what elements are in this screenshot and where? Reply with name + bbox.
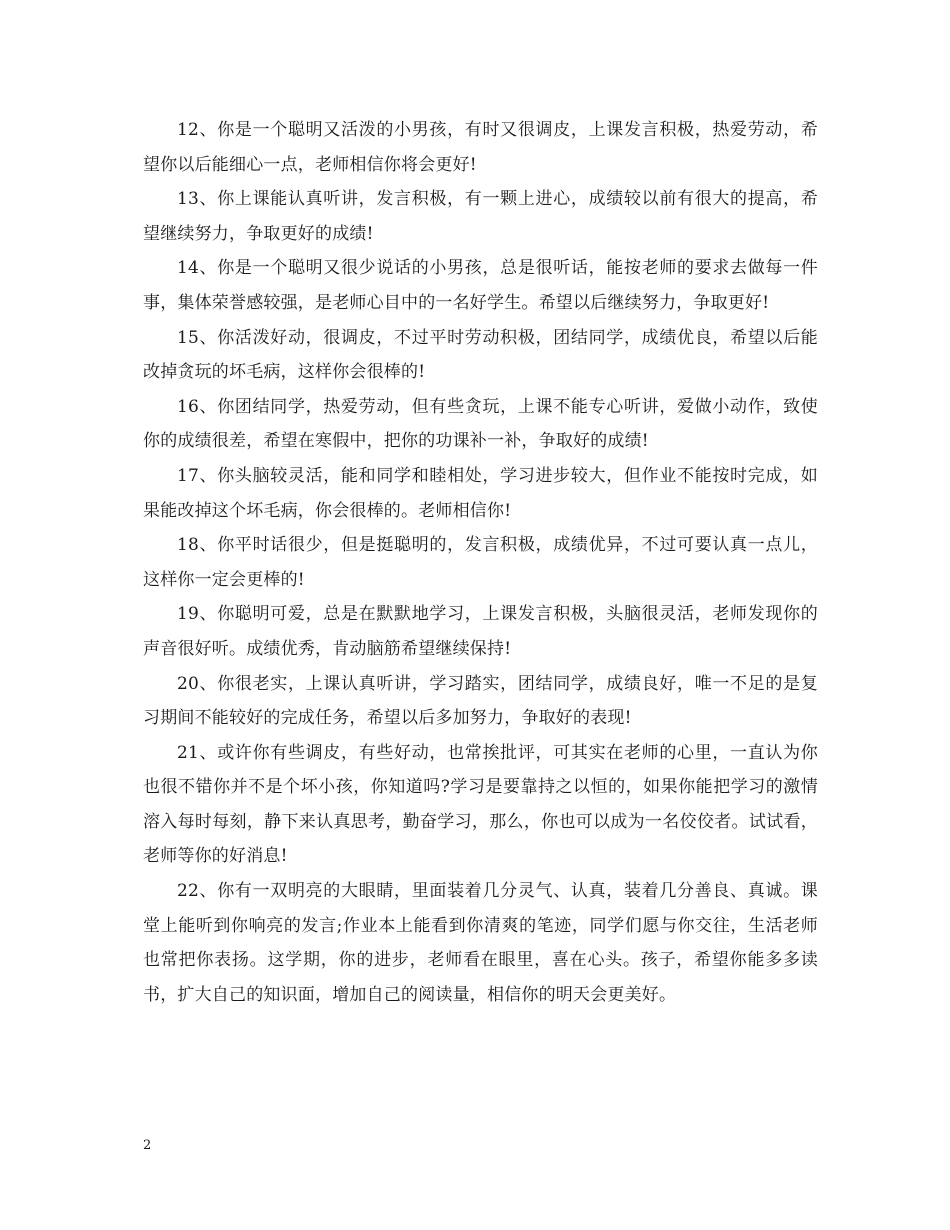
paragraph-20: 20、你很老实，上课认真听讲，学习踏实，团结同学，成绩良好，唯一不足的是复习期间不能较好的完成任务，希望以后多加努力，争取好的表现! (143, 673, 818, 729)
paragraph-15: 15、你活泼好动，很调皮，不过平时劳动积极，团结同学，成绩优良，希望以后能改掉贪玩的坏毛病，这样你会很棒的! (143, 327, 818, 383)
paragraph-19: 19、你聪明可爱，总是在默默地学习，上课发言积极，头脑很灵活，老师发现你的声音很好听。成绩优秀，肯动脑筋希望继续保持! (143, 604, 818, 659)
paragraph-22: 22、你有一双明亮的大眼睛，里面装着几分灵气、认真，装着几分善良、真诚。课堂上能听到你响亮的发言;作业本上能看到你清爽的笔迹，同学们愿与你交往，生活老师也常把你表扬。这学期，你的进步，老师看在眼里，喜在心头。孩子，希望你能多多读书，扩大自己的知识面，增加自己的阅读量，相信你的明天会更美好。 (143, 881, 818, 1005)
paragraph-12: 12、你是一个聪明又活泼的小男孩，有时又很调皮，上课发言积极，热爱劳动，希望你以后能细心一点，老师相信你将会更好! (143, 120, 818, 175)
paragraph-14: 14、你是一个聪明又很少说话的小男孩，总是很听话，能按老师的要求去做每一件事，集体荣誉感较强，是老师心目中的一名好学生。希望以后继续努力，争取更好! (143, 258, 818, 313)
paragraph-17: 17、你头脑较灵活，能和同学和睦相处，学习进步较大，但作业不能按时完成，如果能改掉这个坏毛病，你会很棒的。老师相信你! (143, 465, 818, 521)
paragraph-21: 21、或许你有些调皮，有些好动，也常挨批评，可其实在老师的心里，一直认为你也很不错你并不是个坏小孩，你知道吗?学习是要靠持之以恒的，如果你能把学习的激情溶入每时每刻，静下来认真思考，勤奋学习，那么，你也可以成为一名佼佼者。试试看，老师等你的好消息! (143, 742, 818, 867)
page-number: 2 (143, 1138, 152, 1153)
paragraph-18: 18、你平时话很少，但是挺聪明的，发言积极，成绩优异，不过可要认真一点儿，这样你一定会更棒的! (143, 535, 818, 590)
paragraph-16: 16、你团结同学，热爱劳动，但有些贪玩，上课不能专心听讲，爱做小动作，致使你的成绩很差，希望在寒假中，把你的功课补一补，争取好的成绩! (143, 396, 818, 452)
paragraph-13: 13、你上课能认真听讲，发言积极，有一颗上进心，成绩较以前有很大的提高，希望继续努力，争取更好的成绩! (143, 189, 818, 244)
document-body (143, 113, 818, 1012)
